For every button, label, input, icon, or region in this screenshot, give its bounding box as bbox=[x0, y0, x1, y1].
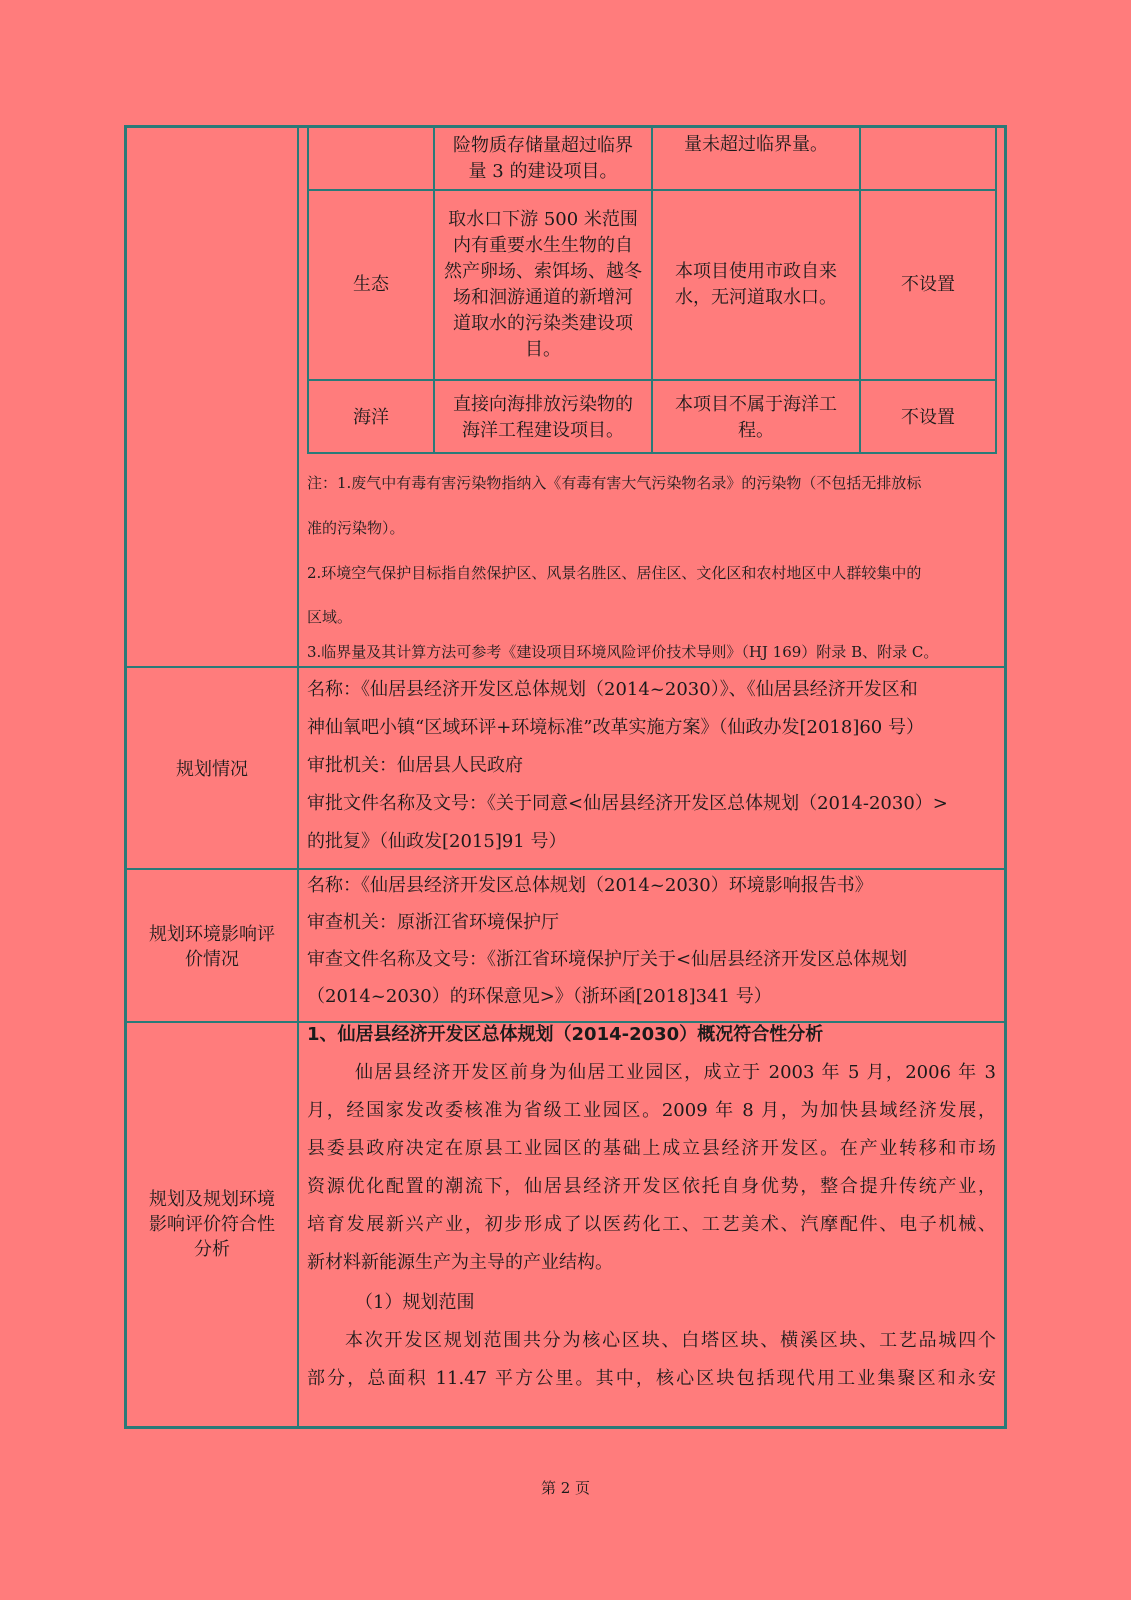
risk-criterion: 险物质存储量超过临界 量 3 的建设项目。 bbox=[435, 128, 653, 189]
conformity-subheading: （1）规划范围 bbox=[355, 1292, 475, 1313]
conformity-row bbox=[127, 1021, 1004, 1426]
conformity-content bbox=[299, 1023, 1004, 1426]
risk-row bbox=[309, 191, 995, 381]
planning-eia-line: 审查机关：原浙江省环境保护厅 bbox=[307, 912, 559, 933]
risk-setting bbox=[861, 128, 995, 189]
planning-label: 规划情况 bbox=[127, 668, 299, 870]
risk-setting: 不设置 bbox=[901, 406, 955, 428]
conformity-label: 规划及规划环境 影响评价符合性 分析 bbox=[127, 1023, 299, 1426]
paragraph-line: 仙居县经济开发区前身为仙居工业园区，成立于 2003 年 5 月，2006 年 3 bbox=[355, 1062, 996, 1083]
planning-eia-row bbox=[127, 868, 1004, 1023]
page-number: 第 2 页 bbox=[540, 1479, 591, 1497]
paragraph-line: 月，经国家发改委核准为省级工业园区。2009 年 8 月，为加快县域经济发展， bbox=[307, 1100, 996, 1121]
paragraph-line: 部分，总面积 11.47 平方公里。其中，核心区块包括现代用工业集聚区和永安 bbox=[307, 1368, 996, 1389]
risk-category bbox=[309, 128, 435, 189]
planning-eia-label: 规划环境影响评 价情况 bbox=[127, 870, 299, 1023]
planning-line: 审批机关：仙居县人民政府 bbox=[307, 755, 523, 776]
paragraph-line: 资源优化配置的潮流下，仙居县经济开发区依托自身优势，整合提升传统产业， bbox=[307, 1176, 996, 1197]
note-line: 准的污染物）。 bbox=[307, 519, 405, 537]
risk-section-label-cell bbox=[127, 128, 299, 666]
paragraph-line: 新材料新能源生产为主导的产业结构。 bbox=[307, 1252, 613, 1273]
risk-criterion: 直接向海排放污染物的 海洋工程建设项目。 bbox=[435, 381, 653, 454]
note-line: 3.临界量及其计算方法可参考《建设项目环境风险评价技术导则》（HJ 169）附录 B、附录 C。 bbox=[307, 643, 939, 661]
planning-eia-line: 审查文件名称及文号：《浙江省环境保护厅关于<仙居县经济开发区总体规划 bbox=[307, 949, 908, 970]
planning-eia-content bbox=[299, 870, 1004, 1023]
risk-project-status: 本项目使用市政自来 水，无河道取水口。 bbox=[653, 191, 861, 379]
note-line: 区域。 bbox=[307, 608, 353, 626]
risk-category: 生态 bbox=[309, 191, 435, 379]
risk-table bbox=[307, 128, 997, 454]
planning-line: 的批复》（仙政发[2015]91 号） bbox=[307, 831, 567, 852]
planning-eia-line: （2014~2030）的环保意见>》（浙环函[2018]341 号） bbox=[307, 986, 772, 1007]
document-table bbox=[124, 125, 1007, 1429]
risk-project-status: 量未超过临界量。 bbox=[653, 128, 861, 189]
planning-content bbox=[299, 668, 1004, 870]
risk-criterion: 取水口下游 500 米范围 内有重要水生生物的自 然产卵场、索饵场、越冬 场和洄游通道的新增河 道取水的污染类建设项 目。 bbox=[435, 191, 653, 379]
risk-section-row bbox=[127, 128, 1004, 666]
conformity-heading: 1、仙居县经济开发区总体规划（2014-2030）概况符合性分析 bbox=[307, 1024, 824, 1045]
note-line: 注：1.废气中有毒有害污染物指纳入《有毒有害大气污染物名录》的污染物（不包括无排放标 bbox=[307, 474, 922, 492]
paragraph-line: 培育发展新兴产业，初步形成了以医药化工、工艺美术、汽摩配件、电子机械、 bbox=[307, 1214, 996, 1235]
planning-line: 审批文件名称及文号：《关于同意<仙居县经济开发区总体规划（2014-2030）> bbox=[307, 793, 948, 814]
risk-project-status: 本项目不属于海洋工 程。 bbox=[653, 381, 861, 454]
risk-row bbox=[309, 381, 995, 454]
paragraph-line: 县委县政府决定在原县工业园区的基础上成立县经济开发区。在产业转移和市场 bbox=[307, 1138, 996, 1159]
note-line: 2.环境空气保护目标指自然保护区、风景名胜区、居住区、文化区和农村地区中人群较集中的 bbox=[307, 564, 922, 582]
planning-line: 神仙氧吧小镇“区域环评+环境标准”改革实施方案》（仙政办发[2018]60 号） bbox=[307, 717, 924, 738]
risk-row bbox=[309, 128, 995, 191]
planning-eia-line: 名称：《仙居县经济开发区总体规划（2014~2030）环境影响报告书》 bbox=[307, 875, 873, 896]
risk-section-content bbox=[299, 128, 1004, 666]
risk-category: 海洋 bbox=[309, 381, 435, 454]
planning-row bbox=[127, 666, 1004, 870]
paragraph-line: 本次开发区规划范围共分为核心区块、白塔区块、横溪区块、工艺品城四个 bbox=[345, 1330, 996, 1351]
planning-line: 名称：《仙居县经济开发区总体规划（2014~2030）》、《仙居县经济开发区和 bbox=[307, 679, 918, 700]
risk-setting: 不设置 bbox=[901, 274, 955, 295]
